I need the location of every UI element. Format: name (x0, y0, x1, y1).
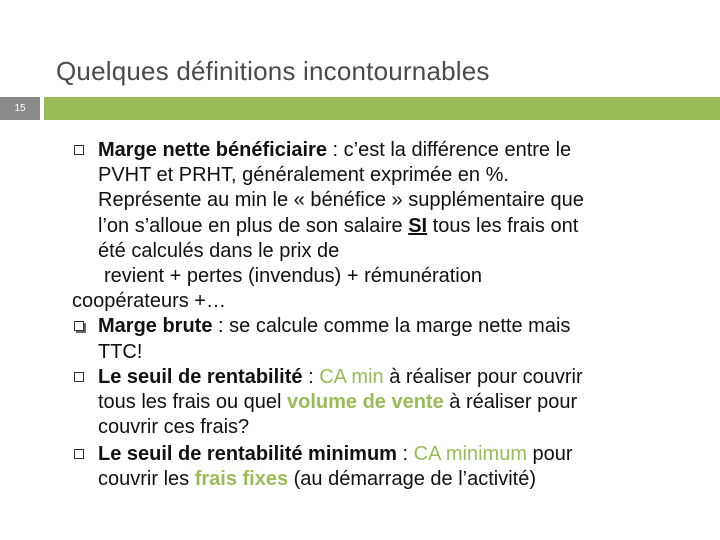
emphasis-si: SI (408, 214, 428, 237)
header-accent-bar (44, 97, 720, 120)
item-text: revient + pertes (invendus) + rémunération (104, 264, 482, 287)
item-text: coopérateurs +… (72, 290, 226, 313)
list-item (0, 314, 720, 339)
item-text: à réaliser pour couvrir (383, 365, 583, 388)
term-seuil-min: Le seuil de rentabilité minimum (98, 443, 397, 466)
item-text: : c’est la différence entre le (326, 139, 572, 161)
item-text: (au démarrage de l’activité) (288, 468, 536, 491)
term-marge-nette: Marge nette bénéficiaire (98, 139, 327, 161)
item-text: PVHT et PRHT, généralement exprimée en %. (98, 164, 509, 187)
highlight-ca-minimum: CA minimum (413, 443, 527, 466)
slide-title: Quelques définitions incontournables (56, 56, 490, 86)
item-text: Représente au min le « bénéfice » supplémentaire que (98, 189, 584, 212)
list-item (0, 442, 720, 467)
item-text: pour (527, 443, 573, 466)
separator: : (396, 443, 414, 466)
term-seuil: Le seuil de rentabilité (98, 365, 303, 388)
item-text: tous les frais ou quel (98, 390, 287, 413)
separator: : (302, 365, 320, 388)
term-marge-brute: Marge brute (98, 315, 213, 338)
square-bullet-icon (74, 372, 84, 382)
item-text: couvrir les (98, 468, 195, 491)
highlight-frais-fixes: frais fixes (194, 468, 289, 491)
item-text: tous les frais ont (427, 214, 579, 237)
highlight-volume: volume de vente (287, 390, 444, 413)
item-text: : se calcule comme la marge nette mais (212, 315, 571, 338)
square-bullet-icon (74, 449, 84, 459)
list-item (0, 138, 720, 163)
item-text: TTC! (98, 340, 143, 363)
item-text: été calculés dans le prix de (98, 239, 340, 262)
item-text: à réaliser pour (443, 390, 578, 413)
checkbox-bullet-icon (74, 321, 84, 331)
list-item (0, 365, 720, 390)
highlight-ca-min: CA min (319, 365, 384, 388)
slide-number: 15 (0, 97, 40, 120)
square-bullet-icon (74, 145, 84, 155)
slide-content (0, 138, 720, 493)
item-text: l’on s’alloue en plus de son salaire (98, 214, 409, 237)
item-text: couvrir ces frais? (98, 416, 250, 439)
